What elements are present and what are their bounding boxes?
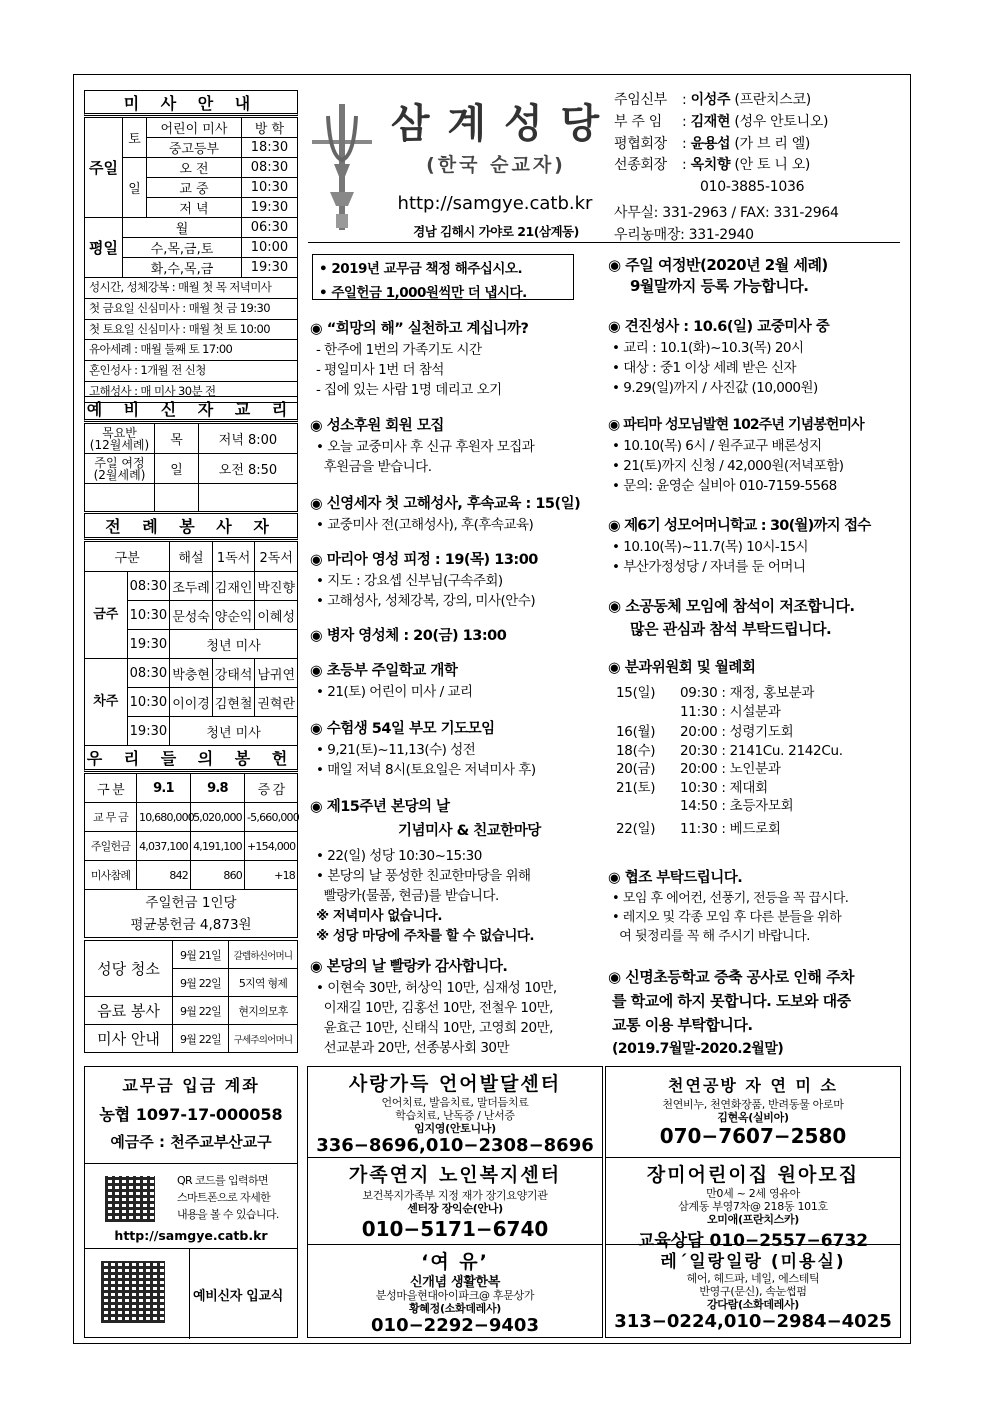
notice-title: ◉ 견진성사 : 10.6(일) 교중미사 중 xyxy=(608,319,830,335)
ad-title: 가족연지 노인복지센터 xyxy=(348,1164,562,1186)
notice-title: ◉ 소공동체 모임에 참석이 저조합니다. xyxy=(608,597,855,615)
notice-line: ※ 성당 마당에 주차를 할 수 없습니다. xyxy=(316,928,535,944)
notice-line: (2019.7월말-2020.2월말) xyxy=(612,1041,784,1057)
staff-role: 선종회장 xyxy=(614,157,667,174)
notice-line: - 평일미사 1번 더 참석 xyxy=(316,362,444,378)
time-cell: 10:30 xyxy=(127,688,170,717)
col-head: 9.1 xyxy=(137,774,191,803)
qr-info-box xyxy=(84,1163,298,1249)
class-day: 일 xyxy=(155,454,199,484)
qr-text xyxy=(177,1172,279,1223)
notice-line: • 교리 : 10.1(화)~10.3(목) 20시 xyxy=(612,340,804,356)
notice-line: • 9,21(토)~11,13(수) 성전 xyxy=(316,742,476,758)
class-time: 저녁 8:00 xyxy=(199,424,298,454)
mass-time: 18:30 xyxy=(241,138,297,158)
sun-label: 일 xyxy=(123,158,147,218)
schedule-date: 22(일) xyxy=(616,820,656,837)
notice-line: • 21(토)까지 신청 / 42,000원(저녁포함) xyxy=(612,458,844,474)
notice-sick xyxy=(310,624,506,645)
duty-name: 음료 봉사 xyxy=(85,997,173,1025)
ad-desc: 삼계동 부영7차@ 218동 101호 xyxy=(678,1200,828,1213)
bank-holder: 예금주 : 천주교부산교구 xyxy=(110,1133,272,1151)
notice-title: ◉ 신영세자 첫 고해성사, 후속교육 : 15(일) xyxy=(310,496,581,512)
notice-title: ◉ 주일 여정반(2020년 2월 세례) xyxy=(608,256,828,274)
notice-line: • 이현숙 30만, 허상익 10만, 심재성 10만, xyxy=(316,980,557,996)
ad-title: 사랑가득 언어발달센터 xyxy=(348,1073,562,1095)
notice-title: ◉ 분과위원회 및 월례회 xyxy=(608,660,756,676)
intro-box xyxy=(84,1248,298,1338)
schedule-date: 16(월) xyxy=(616,724,656,740)
class-time: 오전 8:50 xyxy=(199,454,298,484)
class-name: 주일 여정 xyxy=(94,455,145,470)
bank-account: 농협 1097-17-000058 xyxy=(99,1105,283,1124)
notice-exam xyxy=(310,717,536,778)
duty-date: 9월 22일 xyxy=(173,1025,229,1053)
qr-url[interactable]: http://samgye.catb.kr xyxy=(114,1228,268,1243)
ad-contact: 센터장 장익순(안나) xyxy=(407,1202,503,1215)
schedule-date xyxy=(616,797,680,816)
ad-daycare xyxy=(605,1157,901,1251)
offering-cell: +18 xyxy=(245,861,298,890)
notice-line: • 21(토) 어린이 미사 / 교리 xyxy=(316,684,473,700)
church-subtitle: (한국 순교자) xyxy=(426,154,566,176)
mass-cell: 월 xyxy=(123,218,242,238)
notice-title: ◉ 협조 부탁드립니다. xyxy=(608,870,743,886)
offering-cell: 4,191,100 xyxy=(191,832,245,861)
notice-retreat xyxy=(310,548,538,609)
notice-line: • 고해성사, 성체강복, 강의, 미사(안수) xyxy=(316,593,536,609)
reader: 권혁란 xyxy=(255,688,298,717)
time-cell: 10:30 xyxy=(127,601,170,630)
schedule-date: 21(토) xyxy=(616,779,656,796)
notice-line: 교통 이용 부탁합니다. xyxy=(612,1016,753,1034)
mass-table xyxy=(84,117,298,403)
mass-time: 19:30 xyxy=(241,258,297,278)
ad-title: 천연공방 자 연 미 소 xyxy=(668,1076,838,1095)
ad-phone: 313−0224,010−2984−4025 xyxy=(614,1311,892,1332)
duty-who: 구세주의어머니 xyxy=(229,1025,298,1053)
ad-desc: 천연비누, 천연화장품, 반려동물 아로마 xyxy=(662,1098,844,1111)
notice-line: 빨랑카(물품, 현금)를 받습니다. xyxy=(316,888,499,904)
ad-desc: 학습치료, 난독증 / 난서증 xyxy=(395,1109,515,1122)
schedule-item: 20:30 : 2141Cu. 2142Cu. xyxy=(680,742,843,759)
ad-phone: 010−2292−9403 xyxy=(371,1315,539,1336)
qr-code-icon[interactable] xyxy=(101,1261,165,1323)
notice-title: ◉ 파티마 성모님발현 102주년 기념봉헌미사 xyxy=(608,417,864,433)
mass-note: 혼인성사 : 1개월 전 신청 xyxy=(85,361,297,382)
ad-desc: 분성마을현대아이파크@ 후문상가 xyxy=(375,1289,535,1302)
mass-time: 10:30 xyxy=(241,178,297,198)
mass-note: 유아세례 : 매월 둘째 토 17:00 xyxy=(85,340,297,361)
notice-line: 이재길 10만, 김홍선 10만, 전철우 10만, xyxy=(316,1000,553,1016)
offering-cell: 860 xyxy=(191,861,245,890)
notice-anniversary xyxy=(310,795,541,944)
notice-title: ◉ “희망의 해” 실천하고 계십니까? xyxy=(310,321,529,337)
notice-line: • 10.10(목) 6시 / 원주교구 배론성지 xyxy=(612,438,822,454)
staff-name: 옥치향 xyxy=(690,157,731,174)
ad-desc: 헤어, 헤드파, 네일, 에스테틱 xyxy=(686,1272,820,1285)
staff-role: 평협회장 xyxy=(614,135,667,152)
mass-cell: 수,목,금,토 xyxy=(123,238,242,258)
office-phone: 사무실: 331-2963 / FAX: 331-2964 xyxy=(614,204,839,221)
notice-line: • 레지오 및 각종 모임 후 다른 분들을 위하 xyxy=(612,910,842,925)
church-url[interactable]: http://samgye.catb.kr xyxy=(397,193,593,214)
mass-cell: 어린이 미사 xyxy=(147,118,242,138)
notice-line: 후원금을 받습니다. xyxy=(316,459,432,475)
col-head: 구 분 xyxy=(85,774,137,803)
duty-name: 성당 청소 xyxy=(85,941,173,997)
reader: 이혜성 xyxy=(255,601,298,630)
sat-label: 토 xyxy=(123,118,147,158)
ad-speech-center xyxy=(307,1066,603,1158)
notice-line: • 문의: 윤영순 실비아 010-7159-5568 xyxy=(612,478,837,494)
schedule-date xyxy=(616,703,680,722)
youth-mass: 청년 미사 xyxy=(170,717,298,746)
reader: 남귀연 xyxy=(255,659,298,688)
time-cell: 19:30 xyxy=(127,630,170,659)
staff-baptismal: (안 토 니 오) xyxy=(734,157,811,174)
liturgy-header xyxy=(84,513,298,540)
staff-name: 김재현 xyxy=(690,113,731,130)
mass-note: 첫 토요일 신심미사 : 매월 첫 토 10:00 xyxy=(85,320,297,341)
qr-text-line: QR 코드를 입력하면 xyxy=(177,1174,269,1187)
notice-line: • 오늘 교중미사 후 신규 후원자 모집과 xyxy=(316,439,535,455)
notice-title: ◉ 초등부 주일학교 개학 xyxy=(310,663,458,679)
col-head: 해설 xyxy=(170,542,213,572)
offering-cell: 842 xyxy=(137,861,191,890)
offering-table xyxy=(84,773,298,938)
class-sub: (12월세례) xyxy=(89,437,150,452)
ad-title: 장미어린이집 원아모집 xyxy=(646,1164,860,1186)
ad-contact: 임지영(안토니나) xyxy=(414,1122,496,1135)
schedule-item: 09:30 : 재정, 홍보분과 xyxy=(680,685,815,701)
boxed-line: • 2019년 교무금 책정 해주십시오. xyxy=(319,261,523,277)
notice-title: ◉ 본당의 날 빨랑카 감사합니다. xyxy=(310,959,508,975)
mass-cell: 화,수,목,금 xyxy=(123,258,242,278)
notice-title: ◉ 신명초등학교 증축 공사로 인해 주차 xyxy=(608,968,855,986)
notice-line: 선교분과 20만, 선종봉사회 30만 xyxy=(316,1040,510,1056)
class-name: 목요반 xyxy=(102,425,137,440)
notice-line: 여 뒷정리를 꼭 해 주시기 바랍니다. xyxy=(612,929,810,944)
ad-contact: 김현옥(실비아) xyxy=(717,1111,789,1124)
schedule-item: 10:30 : 제대회 xyxy=(680,779,768,796)
notice-title: ◉ 병자 영성체 : 20(금) 13:00 xyxy=(310,628,507,644)
notice-vocation xyxy=(310,414,534,475)
staff-name: 윤용섭 xyxy=(690,135,731,152)
offering-cell: +154,000 xyxy=(245,832,298,861)
mass-time: 06:30 xyxy=(241,218,297,238)
notice-line: • 22(일) 성당 10:30~15:30 xyxy=(316,848,482,864)
mass-time: 10:00 xyxy=(241,238,297,258)
offering-cell: 5,020,000 xyxy=(191,803,245,832)
catechumen-table xyxy=(84,423,298,512)
cross-logo-icon xyxy=(308,96,376,234)
staff-role: 주임신부 xyxy=(614,92,667,108)
ad-hanbok xyxy=(307,1244,603,1338)
col-head: 증 감 xyxy=(245,774,298,803)
notice-line: • 부산가정성당 / 자녀를 둔 어머니 xyxy=(612,559,806,575)
weekday-label: 평일 xyxy=(85,218,123,278)
duty-who: 5지역 형제 xyxy=(229,969,298,997)
sunday-label: 주일 xyxy=(85,118,123,218)
mass-note: 성시간, 성체강복 : 매월 첫 목 저녁미사 xyxy=(85,278,297,299)
staff-list: 주임신부 : 이성주 (프란치스코) 부 주 임 : 김재현 (성우 안토니오) 평협회장 : 윤용섭 (가 브 리 엘) 선종회장 : 옥치향 (안 토 니 오) 010-3885-1036 사무실: 331-2963 / FAX: 331-2964 우리농매장: 331-2940 xyxy=(614,90,904,247)
notice-journey xyxy=(608,254,828,296)
notice-line: • 모임 후 에어컨, 선풍기, 전등을 꼭 끕시다. xyxy=(612,891,849,906)
col-head: 9.8 xyxy=(191,774,245,803)
notice-cooperation xyxy=(608,866,848,944)
notice-title: ◉ 수험생 54일 부모 기도모임 xyxy=(310,721,495,737)
ad-desc: 반영구(문신), 속눈썹펌 xyxy=(699,1285,807,1298)
reader: 조두례 xyxy=(170,572,213,601)
mass-cell: 저 녁 xyxy=(147,198,242,218)
time-cell: 08:30 xyxy=(127,659,170,688)
notice-line: • 본당의 날 풍성한 친교한마당을 위해 xyxy=(316,868,531,884)
offering-header xyxy=(84,745,298,772)
reader: 양순익 xyxy=(212,601,255,630)
schedule-item: 20:00 : 노인분과 xyxy=(680,761,781,777)
duty-who: 현지의모후 xyxy=(229,997,298,1025)
reader: 이이경 xyxy=(170,688,213,717)
avg-value: 평균봉헌금 4,873원 xyxy=(130,916,252,933)
mass-note: 첫 금요일 신심미사 : 매월 첫 금 19:30 xyxy=(85,299,297,320)
church-address: 경남 김해시 가야로 21(삼계동) xyxy=(413,224,579,239)
ad-phone: 336−8696,010−2308−8696 xyxy=(316,1135,594,1156)
notice-title: ◉ 제6기 성모어머니학교 : 30(월)까지 접수 xyxy=(608,518,871,534)
notice-committee xyxy=(608,656,755,677)
avg-label: 주일헌금 1인당 xyxy=(145,894,237,911)
staff-baptismal: (프란치스코) xyxy=(734,92,811,108)
duty-table xyxy=(84,940,298,1053)
notice-line: 9월말까지 등록 가능합니다. xyxy=(630,277,809,295)
duty-date: 9월 22일 xyxy=(173,969,229,997)
ad-desc: 언어치료, 발음치료, 말더듬치료 xyxy=(381,1096,529,1109)
notice-line: • 매일 저녁 8시(토요일은 저녁미사 후) xyxy=(316,762,536,778)
qr-text-line: 스마트폰으로 자세한 xyxy=(177,1191,271,1204)
header-rule xyxy=(308,242,900,243)
offering-cell: 교 무 금 xyxy=(85,803,137,832)
notice-line: ※ 저녁미사 없습니다. xyxy=(316,908,442,924)
mass-time: 08:30 xyxy=(241,158,297,178)
ad-senior-center xyxy=(307,1157,603,1245)
notice-title: ◉ 제15주년 본당의 날 xyxy=(310,799,450,815)
notice-line: • 대상 : 중1 이상 세례 받은 신자 xyxy=(612,360,797,376)
liturgy-title: 전 례 봉 사 자 xyxy=(105,517,277,536)
mass-time: 19:30 xyxy=(241,198,297,218)
ad-phone: 010−5171−6740 xyxy=(361,1217,549,1241)
offering-cell: 10,680,000 xyxy=(137,803,191,832)
week-label: 차주 xyxy=(85,659,128,746)
notice-school xyxy=(310,659,473,700)
col-head: 1독서 xyxy=(212,542,255,572)
notice-line: 윤효근 10만, 신태식 10만, 고영희 20만, xyxy=(316,1020,553,1036)
reader: 박충현 xyxy=(170,659,213,688)
bank-title: 교무금 입금 계좌 xyxy=(122,1076,260,1095)
notice-community xyxy=(608,595,855,639)
duty-who: 갈렙하신어머니 xyxy=(229,941,298,969)
schedule-item: 20:00 : 성령기도회 xyxy=(680,724,794,740)
notice-line: 많은 관심과 참석 부탁드립니다. xyxy=(630,620,832,638)
boxed-line: • 주일헌금 1,000원씩만 더 냅시다. xyxy=(319,285,527,301)
mass-title: 미 사 안 내 xyxy=(123,94,259,113)
schedule-item: 11:30 : 시설분과 xyxy=(680,703,781,720)
mass-notes xyxy=(84,278,298,403)
notice-line: - 집에 있는 사람 1명 데리고 오기 xyxy=(316,382,502,398)
offering-cell: -5,660,000 xyxy=(245,803,298,832)
ad-contact: 오미애(프란치스카) xyxy=(706,1213,800,1226)
ad-phone: 070−7607−2580 xyxy=(659,1124,847,1148)
ad-title: 레´일랑일랑 (미용실) xyxy=(660,1252,846,1272)
youth-mass: 청년 미사 xyxy=(170,630,298,659)
staff-role: 부 주 임 xyxy=(614,113,662,130)
qr-text-line: 내용을 볼 수 있습니다. xyxy=(177,1208,279,1221)
notice-title: ◉ 마리아 영성 피정 : 19(목) 13:00 xyxy=(310,552,538,568)
notice-neophyte xyxy=(310,492,580,533)
notice-mother-school xyxy=(608,514,871,575)
church-title: 삼 계 성 당 xyxy=(390,101,602,147)
committee-schedule xyxy=(616,684,896,838)
offering-cell: 미사참례 xyxy=(85,861,137,890)
time-cell: 08:30 xyxy=(127,572,170,601)
reader: 김재인 xyxy=(212,572,255,601)
ad-contact: 황혜정(소화데레사) xyxy=(408,1302,502,1315)
reader: 김현철 xyxy=(212,688,255,717)
notice-line: • 교중미사 전(고해성사), 후(후속교육) xyxy=(316,517,534,533)
mass-header xyxy=(84,90,298,116)
ad-title: ‘여 유’ xyxy=(421,1251,489,1273)
offering-title: 우 리 들 의 봉 헌 xyxy=(86,749,296,768)
notice-subtitle: 기념미사 & 친교한마당 xyxy=(398,823,541,839)
notice-line: • 지도 : 강요셉 신부님(구속주회) xyxy=(316,573,503,589)
time-cell: 19:30 xyxy=(127,717,170,746)
notice-confirmation xyxy=(608,315,829,396)
notice-line: • 9.29(일)까지 / 사진값 (10,000원) xyxy=(612,380,818,396)
duty-date: 9월 21일 xyxy=(173,941,229,969)
duty-date: 9월 22일 xyxy=(173,997,229,1025)
boxed-notice xyxy=(312,254,574,300)
class-day: 목 xyxy=(155,424,199,454)
mass-cell: 중고등부 xyxy=(147,138,242,158)
mass-time: 방 학 xyxy=(241,118,297,138)
mass-cell: 오 전 xyxy=(147,158,242,178)
schedule-date: 18(수) xyxy=(616,742,656,759)
class-sub: (2월세례) xyxy=(93,467,146,482)
notice-line: 를 학교에 하지 못합니다. 도보와 대중 xyxy=(612,992,851,1010)
ad-salon xyxy=(605,1244,901,1338)
bank-box xyxy=(84,1066,298,1164)
ad-desc: 신개념 생활한복 xyxy=(409,1275,501,1290)
ad-desc: 만0세 ~ 2세 영유아 xyxy=(706,1187,800,1200)
notice-hope xyxy=(310,317,528,398)
catechumen-intro: 예비신자 입교식 xyxy=(193,1289,284,1304)
offering-cell: 4,037,100 xyxy=(137,832,191,861)
phone-number: 010-3885-1036 xyxy=(700,179,805,196)
ad-contact: 강다람(소화데레사) xyxy=(706,1298,800,1311)
ad-phone: 교육상담 010−2557−6732 xyxy=(637,1231,869,1251)
notice-title: ◉ 성소후원 회원 모집 xyxy=(310,418,444,434)
mass-note: 고해성사 : 매 미사 30분 전 xyxy=(89,383,216,398)
col-head: 2독서 xyxy=(255,542,298,572)
notice-fatima xyxy=(608,414,864,494)
ad-desc: 보건복지가족부 지정 재가 장기요양기관 xyxy=(362,1189,548,1202)
catechumen-header xyxy=(84,396,298,422)
notice-parking xyxy=(608,966,854,1058)
notice-thanks xyxy=(310,955,557,1056)
ad-soap-workshop xyxy=(605,1066,901,1158)
schedule-date: 20(금) xyxy=(616,761,656,777)
staff-baptismal: (성우 안토니오) xyxy=(734,113,829,130)
col-head: 구분 xyxy=(85,542,170,572)
reader: 강태석 xyxy=(212,659,255,688)
farm-phone: 우리농매장: 331-2940 xyxy=(614,226,754,243)
reader: 문성숙 xyxy=(170,601,213,630)
staff-name: 이성주 xyxy=(690,92,731,108)
schedule-item: 14:50 : 초등자모회 xyxy=(680,798,794,814)
schedule-date: 15(일) xyxy=(616,685,656,701)
week-label: 금주 xyxy=(85,572,128,659)
staff-baptismal: (가 브 리 엘) xyxy=(734,135,811,152)
liturgy-table xyxy=(84,541,298,746)
notice-line: • 10.10(목)~11.7(목) 10시-15시 xyxy=(612,539,809,555)
notice-line: - 한주에 1번의 가족기도 시간 xyxy=(316,342,482,358)
offering-cell: 주일헌금 xyxy=(85,832,137,861)
catechumen-title: 예 비 신 자 교 리 xyxy=(86,400,296,419)
schedule-item: 11:30 : 베드로회 xyxy=(680,820,781,837)
duty-name: 미사 안내 xyxy=(85,1025,173,1053)
reader: 박진향 xyxy=(255,572,298,601)
mass-cell: 교 중 xyxy=(147,178,242,198)
qr-code-icon[interactable] xyxy=(105,1176,155,1222)
